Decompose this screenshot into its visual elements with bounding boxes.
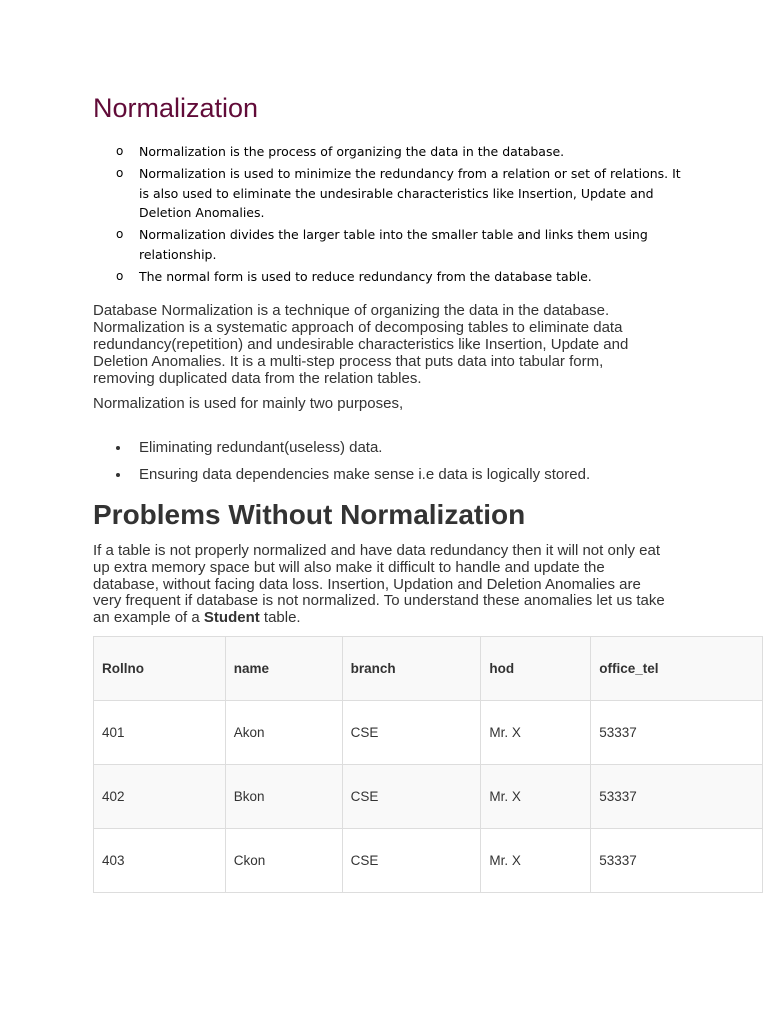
table-cell: Bkon <box>225 765 342 829</box>
bullet-icon <box>116 473 120 477</box>
intro-paragraph: Database Normalization is a technique of organizing the data in the database. Normalization is a systematic approach of decomposing tables to eliminate data redundancy(repetition) and undesirable characteristics like Insertion, Update and Deletion Anomalies. It is a multi-step process that puts data into tabular form, removing duplicated data from the relation tables. <box>93 302 629 387</box>
table-cell: 53337 <box>591 829 763 893</box>
student-term: Student <box>203 609 260 627</box>
list-item <box>93 267 683 287</box>
purposes-paragraph: Normalization is used for mainly two purposes, <box>93 395 404 412</box>
table-row <box>94 701 763 765</box>
table-cell: CSE <box>342 701 481 765</box>
list-item-text: Normalization is used to minimize the redundancy from a relation or set of relations. It is also used to eliminate the undesirable characteristics like Insertion, Update and Deletion Anomalies. <box>139 166 681 220</box>
table-cell: Mr. X <box>481 765 591 829</box>
circle-bullet-icon: o <box>116 166 124 180</box>
section-heading: Problems Without Normalization <box>93 499 526 530</box>
list-item-text: Eliminating redundant(useless) data. <box>139 439 383 456</box>
table-row <box>94 765 763 829</box>
circle-bullet-list <box>93 142 683 289</box>
column-header: name <box>225 637 342 701</box>
table-cell: CSE <box>342 829 481 893</box>
list-item <box>93 142 683 162</box>
list-item-text: Normalization is the process of organizing the data in the database. <box>139 144 565 159</box>
table-cell: Mr. X <box>481 829 591 893</box>
table-cell: Akon <box>225 701 342 765</box>
list-item <box>93 438 590 458</box>
table-cell: 53337 <box>591 701 763 765</box>
circle-bullet-icon: o <box>116 227 124 241</box>
paragraph-tail: table. <box>259 609 301 627</box>
problems-paragraph <box>93 543 673 627</box>
list-item <box>93 465 590 485</box>
table-cell: CSE <box>342 765 481 829</box>
list-item-text: The normal form is used to reduce redundancy from the database table. <box>139 268 592 284</box>
list-item <box>93 225 683 264</box>
table-cell: 402 <box>94 765 226 829</box>
circle-bullet-icon: o <box>116 144 124 158</box>
table-row <box>94 829 763 893</box>
column-header: office_tel <box>591 637 763 701</box>
page-title: Normalization <box>93 93 259 123</box>
list-item <box>93 164 683 223</box>
table-header-row <box>94 637 763 701</box>
student-table <box>93 636 763 893</box>
bullet-icon <box>116 446 120 450</box>
column-header: Rollno <box>94 637 226 701</box>
table-cell: 403 <box>94 829 226 893</box>
table-cell: 401 <box>94 701 226 765</box>
column-header: branch <box>342 637 481 701</box>
list-item-text: Normalization divides the larger table into the smaller table and links them using relationship. <box>139 227 648 262</box>
column-header: hod <box>481 637 591 701</box>
paragraph-text: If a table is not properly normalized and have data redundancy then it will not only eat up extra memory space but will also make it difficult to handle and update the database, without facing data loss. Insertion, Updation and Deletion Anomalies are very frequent if database is not normalized. To understand these anomalies let us take an example of a <box>93 542 665 627</box>
table-cell: Ckon <box>225 829 342 893</box>
table-cell: 53337 <box>591 765 763 829</box>
table-cell: Mr. X <box>481 701 591 765</box>
list-item-text: Ensuring data dependencies make sense i.e data is logically stored. <box>139 466 591 483</box>
purposes-list <box>93 438 590 492</box>
circle-bullet-icon: o <box>116 268 124 283</box>
